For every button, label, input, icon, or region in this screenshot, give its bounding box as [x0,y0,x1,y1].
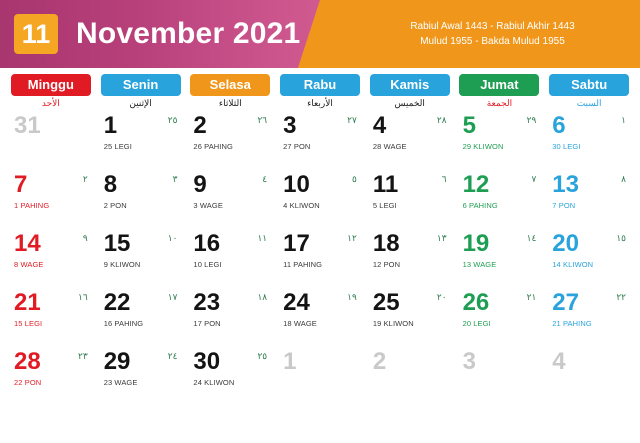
javanese-pasaran-label: 28 WAGE [372,142,407,151]
date-number: 8 [103,171,118,198]
day-name-pill: Senin [101,74,181,96]
hijri-date-number: ١٥ [616,233,626,243]
day-name-cell-rabu [275,74,365,108]
javanese-pasaran-label: 9 KLIWON [103,260,141,269]
javanese-pasaran-label: 3 WAGE [193,201,223,210]
hijri-date-number: ٨ [621,174,626,184]
date-number: 23 [193,289,221,316]
date-grid [0,108,640,405]
header-hijri-block [355,0,640,68]
javanese-pasaran-label: 12 PON [372,260,401,269]
javanese-pasaran-label: 11 PAHING [283,260,323,269]
day-name-arabic: الأربعاء [307,98,333,108]
hijri-date-number: ٢ [82,174,88,184]
javanese-pasaran-label: 2 PON [103,201,127,210]
date-cell[interactable] [544,287,634,346]
hijri-date-number: ١ [621,115,626,125]
date-number: 11 [372,171,399,198]
date-number: 30 [193,348,221,375]
date-cell[interactable] [544,110,634,169]
date-number: 26 [462,289,490,316]
hijri-date-number: ٧ [531,174,537,184]
date-number: 31 [14,112,41,139]
date-cell[interactable] [365,169,455,228]
hijri-date-number: ٢٠ [436,292,447,302]
date-cell[interactable] [275,346,365,405]
date-number: 14 [14,230,41,257]
page-title: November 2021 [76,17,301,50]
date-cell[interactable] [365,287,455,346]
date-number: 19 [462,230,490,257]
javanese-pasaran-label: 5 LEGI [372,201,397,210]
javanese-pasaran-label: 15 LEGI [14,319,43,328]
hijri-date-number: ١٩ [347,292,357,302]
date-cell[interactable] [185,169,275,228]
day-name-arabic: الخميس [394,98,425,108]
hijri-date-number: ٢٤ [167,351,178,361]
date-number: 27 [552,289,579,316]
day-name-cell-jumat [455,74,545,108]
date-cell[interactable] [185,110,275,169]
date-number: 16 [193,230,221,257]
javanese-pasaran-label: 16 PAHING [103,319,144,328]
date-number: 28 [14,348,41,375]
date-number: 3 [283,112,297,139]
date-number: 22 [103,289,131,316]
date-cell[interactable] [185,346,275,405]
day-name-arabic: الجمعة [486,98,513,108]
hijri-date-number: ١٢ [347,233,357,243]
hijri-date-number: ١٧ [167,292,178,302]
date-cell[interactable] [6,287,96,346]
javanese-pasaran-label: 8 WAGE [14,260,44,269]
javanese-pasaran-label: 14 KLIWON [552,260,594,269]
javanese-pasaran-label: 10 LEGI [193,260,222,269]
date-cell[interactable] [96,228,186,287]
date-cell[interactable] [275,110,365,169]
hijri-date-number: ١٠ [167,233,178,243]
date-cell[interactable] [6,110,96,169]
date-cell[interactable] [544,346,634,405]
date-number: 20 [552,230,579,257]
calendar-header [0,0,640,68]
date-cell[interactable] [544,169,634,228]
day-name-pill: Rabu [280,74,360,96]
date-number: 13 [552,171,579,198]
javanese-range-label: Mulud 1955 - Bakda Mulud 1955 [420,36,565,47]
javanese-pasaran-label: 1 PAHING [14,201,50,210]
date-cell[interactable] [96,346,186,405]
date-number: 9 [193,171,207,198]
javanese-pasaran-label: 25 LEGI [103,142,132,151]
date-cell[interactable] [365,110,455,169]
date-number: 15 [103,230,131,257]
day-name-pill: Selasa [190,74,270,96]
date-cell[interactable] [96,287,186,346]
hijri-date-number: ١٣ [436,233,447,243]
month-number-badge: 11 [14,14,58,54]
date-cell[interactable] [275,169,365,228]
date-cell[interactable] [185,228,275,287]
javanese-pasaran-label: 6 PAHING [462,201,498,210]
date-cell[interactable] [96,169,186,228]
date-cell[interactable] [6,228,96,287]
date-cell[interactable] [6,346,96,405]
hijri-date-number: ٣ [172,174,178,184]
day-name-pill: Kamis [370,74,450,96]
javanese-pasaran-label: 26 PAHING [193,142,233,151]
javanese-pasaran-label: 7 PON [552,201,576,210]
javanese-pasaran-label: 22 PON [14,378,42,387]
hijri-date-number: ٢٣ [78,351,88,361]
javanese-pasaran-label: 18 WAGE [283,319,317,328]
day-name-pill: Minggu [11,74,91,96]
day-name-pill: Jumat [459,74,539,96]
hijri-date-number: ٥ [352,174,357,184]
hijri-date-number: ٢٨ [436,115,447,125]
javanese-pasaran-label: 4 KLIWON [283,201,320,210]
hijri-date-number: ١١ [257,233,268,243]
hijri-date-number: ٢٢ [616,292,626,302]
date-cell[interactable] [455,110,545,169]
date-number: 4 [372,112,387,139]
day-name-arabic: الثلاثاء [218,98,242,108]
hijri-date-number: ١٨ [257,292,268,302]
date-number: 7 [14,171,28,198]
date-number: 21 [14,289,41,316]
date-number: 24 [283,289,310,316]
day-name-cell-selasa [185,74,275,108]
date-number: 4 [552,348,566,375]
date-number: 18 [372,230,400,257]
date-number: 5 [462,112,476,139]
date-cell[interactable] [365,346,455,405]
hijri-date-number: ٢٧ [347,115,357,125]
hijri-date-number: ٦ [441,174,447,184]
date-cell[interactable] [455,169,545,228]
hijri-date-number: ٤ [262,174,268,184]
hijri-date-number: ١٤ [526,233,537,243]
hijri-range-label: Rabiul Awal 1443 - Rabiul Akhir 1443 [410,20,575,32]
date-number: 6 [552,112,566,139]
javanese-pasaran-label: 30 LEGI [552,142,581,151]
date-number: 2 [372,348,387,375]
day-name-cell-kamis [365,74,455,108]
day-name-arabic: السبت [576,98,602,108]
date-number: 1 [283,348,297,375]
day-name-pill: Sabtu [549,74,629,96]
javanese-pasaran-label: 24 KLIWON [193,378,235,387]
date-cell[interactable] [185,287,275,346]
date-cell[interactable] [6,169,96,228]
date-number: 2 [193,112,207,139]
hijri-date-number: ٩ [82,233,88,243]
javanese-pasaran-label: 27 PON [283,142,311,151]
date-cell[interactable] [455,346,545,405]
date-number: 10 [283,171,310,198]
hijri-date-number: ٢٥ [167,115,178,125]
day-name-row [0,68,640,108]
date-cell[interactable] [455,287,545,346]
javanese-pasaran-label: 17 PON [193,319,221,328]
date-number: 17 [283,230,310,257]
javanese-pasaran-label: 21 PAHING [552,319,592,328]
date-cell[interactable] [365,228,455,287]
javanese-pasaran-label: 13 WAGE [462,260,497,269]
hijri-date-number: ٢٥ [257,351,268,361]
javanese-pasaran-label: 29 KLIWON [462,142,504,151]
day-name-cell-minggu [6,74,96,108]
javanese-pasaran-label: 20 LEGI [462,319,491,328]
day-name-cell-senin [96,74,186,108]
date-cell[interactable] [275,228,365,287]
hijri-date-number: ٢٩ [526,115,537,125]
hijri-date-number: ٢١ [526,292,537,302]
date-number: 29 [103,348,131,375]
date-cell[interactable] [455,228,545,287]
hijri-date-number: ٢٦ [257,115,268,125]
date-cell[interactable] [96,110,186,169]
day-name-cell-sabtu [544,74,634,108]
javanese-pasaran-label: 23 WAGE [103,378,138,387]
javanese-pasaran-label: 19 KLIWON [372,319,414,328]
date-number: 25 [372,289,400,316]
date-number: 12 [462,171,490,198]
date-number: 3 [462,348,476,375]
hijri-date-number: ١٦ [78,292,88,302]
day-name-arabic: الإثنين [129,98,152,108]
date-number: 1 [103,112,118,139]
date-cell[interactable] [275,287,365,346]
day-name-arabic: الأحد [41,98,60,108]
date-cell[interactable] [544,228,634,287]
